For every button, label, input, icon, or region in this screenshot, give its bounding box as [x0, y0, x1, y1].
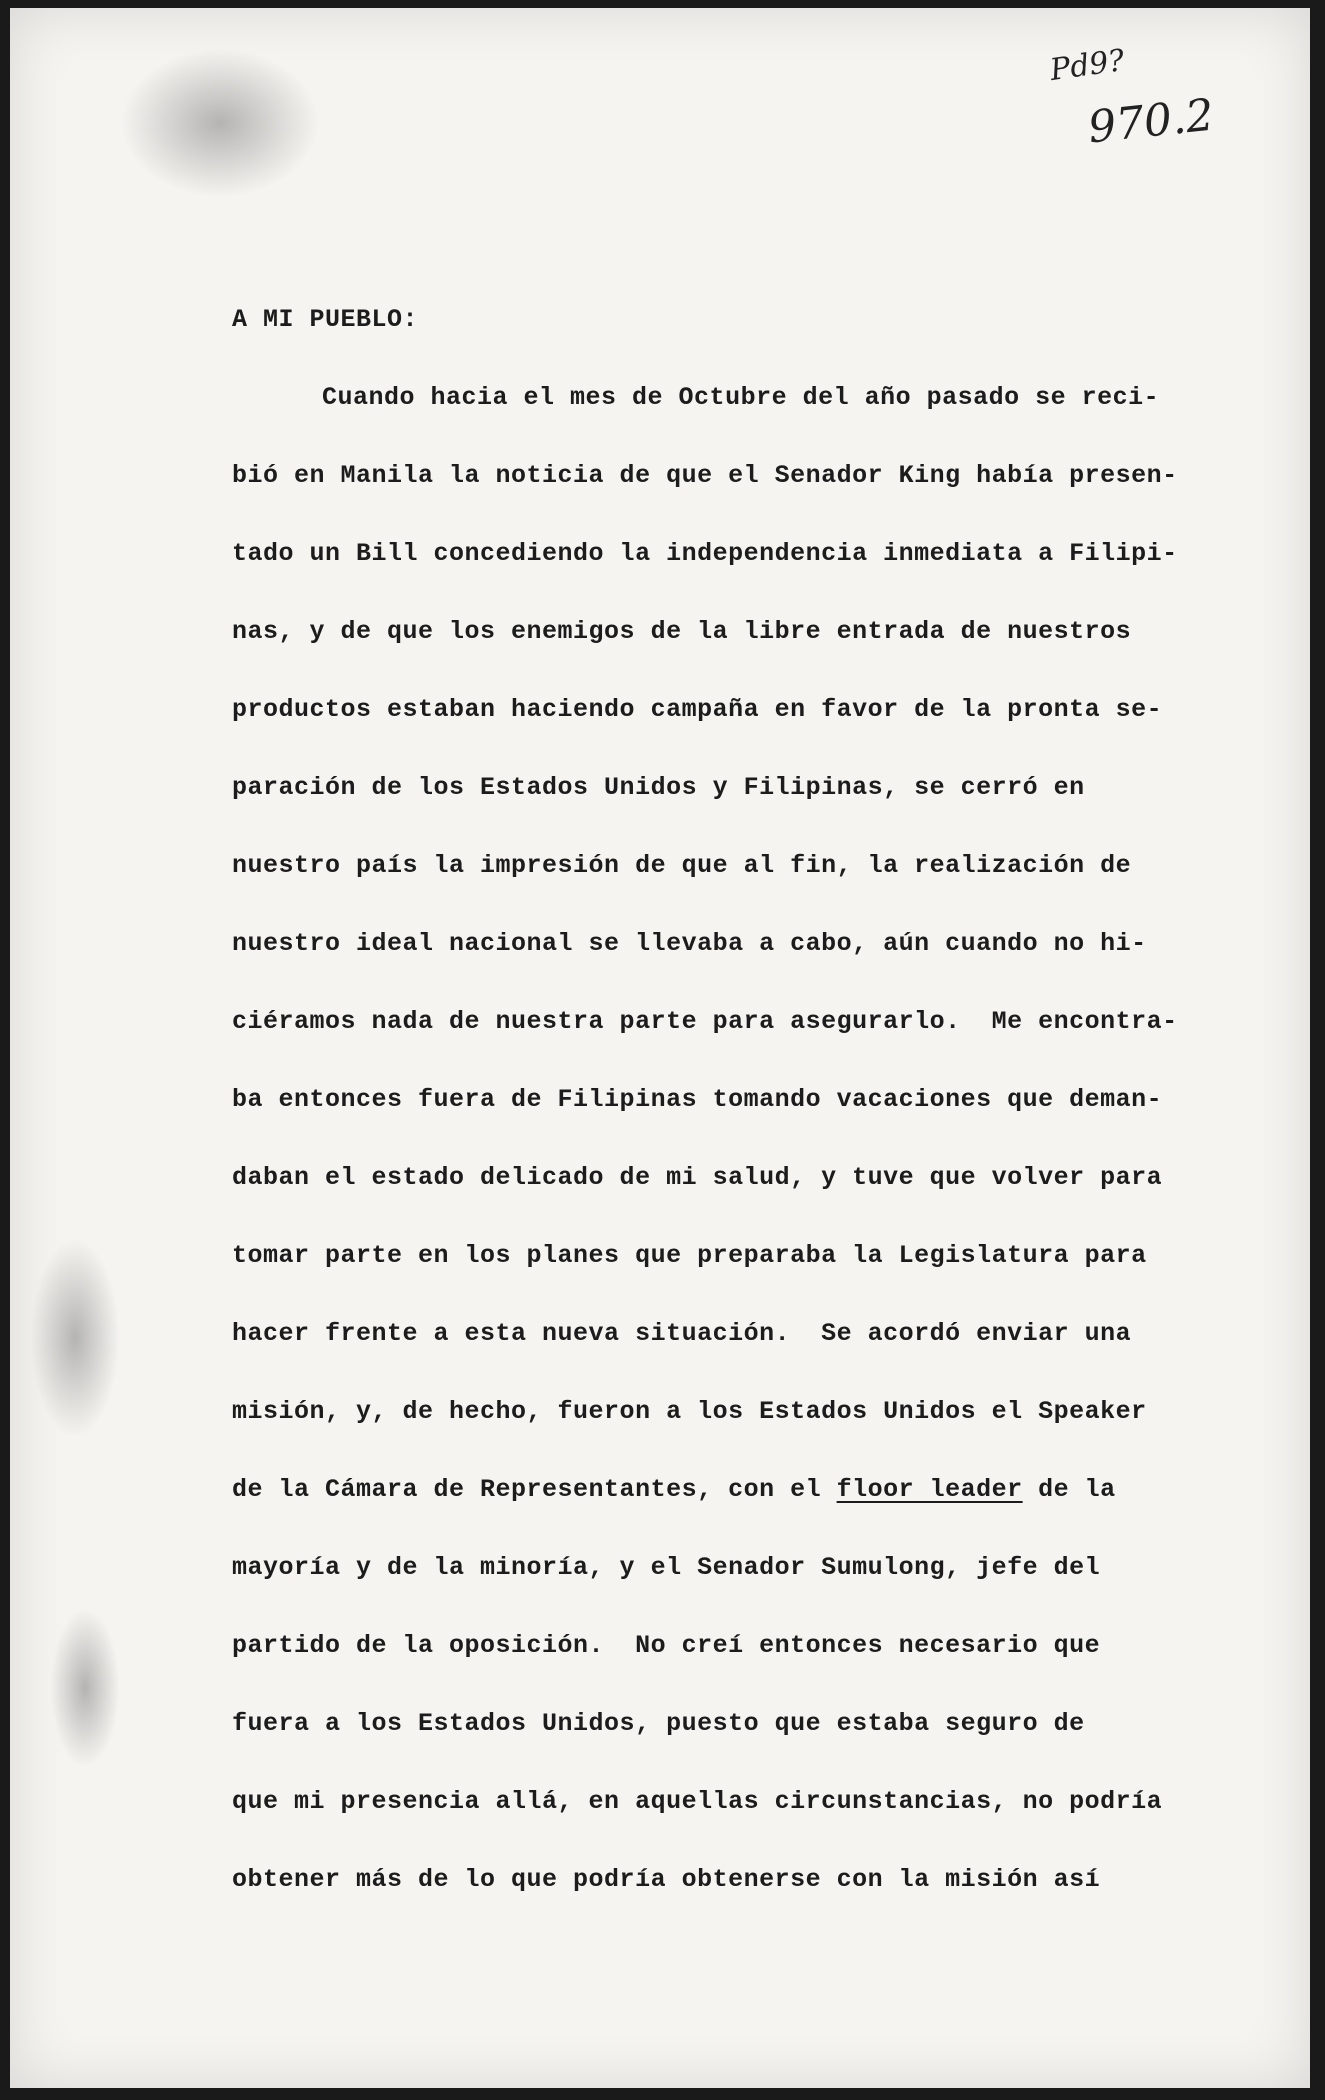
text-line: fuera a los Estados Unidos, puesto que estaba seguro de [232, 1709, 1085, 1738]
text-line: bió en Manila la noticia de que el Senador King había presen- [232, 461, 1178, 490]
text-line: ba entonces fuera de Filipinas tomando vacaciones que deman- [232, 1085, 1163, 1114]
text-line: nuestro ideal nacional se llevaba a cabo, aún cuando no hi- [232, 929, 1147, 958]
text-line: obtener más de lo que podría obtenerse con la misión así [232, 1865, 1101, 1894]
text-line: hacer frente a esta nueva situación. Se acordó enviar una [232, 1319, 1132, 1348]
underlined-term: floor leader [836, 1475, 1023, 1504]
text-line: paración de los Estados Unidos y Filipinas, se cerró en [232, 773, 1085, 802]
text-line: nuestro país la impresión de que al fin, la realización de [232, 851, 1132, 880]
text-line: productos estaban haciendo campaña en favor de la pronta se- [232, 695, 1163, 724]
text-segment: de la Cámara de Representantes, con el [232, 1475, 837, 1504]
text-line: ciéramos nada de nuestra parte para asegurarlo. Me encontra- [232, 1007, 1178, 1036]
text-line: mayoría y de la minoría, y el Senador Sumulong, jefe del [232, 1553, 1101, 1582]
salutation: A MI PUEBLO: [232, 305, 419, 334]
ink-smudge [50, 1608, 120, 1768]
text-segment: de la [1022, 1475, 1116, 1504]
text-line: partido de la oposición. No creí entonces necesario que [232, 1631, 1101, 1660]
text-line: nas, y de que los enemigos de la libre entrada de nuestros [232, 617, 1132, 646]
handwritten-annotation-top: Pd9? [1047, 42, 1127, 89]
text-line: daban el estado delicado de mi salud, y tuve que volver para [232, 1163, 1163, 1192]
letter-body [232, 300, 1192, 1938]
text-line: tomar parte en los planes que preparaba la Legislatura para [232, 1241, 1147, 1270]
document-page [10, 8, 1310, 2088]
ink-smudge [120, 48, 320, 198]
ink-smudge [30, 1238, 120, 1438]
text-line [232, 1470, 1192, 1548]
text-line: Cuando hacia el mes de Octubre del año pasado se reci- [322, 383, 1160, 412]
handwritten-annotation-number: 970.2 [1085, 89, 1217, 154]
text-line: tado un Bill concediendo la independencia inmediata a Filipi- [232, 539, 1178, 568]
text-line: misión, y, de hecho, fueron a los Estados Unidos el Speaker [232, 1397, 1147, 1426]
text-line: que mi presencia allá, en aquellas circunstancias, no podría [232, 1787, 1163, 1816]
